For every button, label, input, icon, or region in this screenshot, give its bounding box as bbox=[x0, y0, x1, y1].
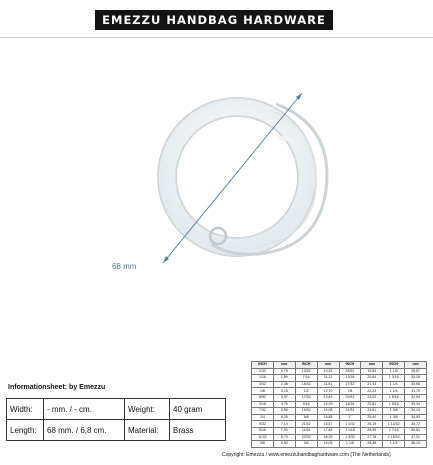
conversion-header-cell: INCH bbox=[252, 362, 274, 369]
conversion-cell: 27,78 bbox=[361, 434, 383, 441]
conversion-cell: 28,58 bbox=[361, 441, 383, 448]
conversion-header-cell: INCH bbox=[383, 362, 405, 369]
conversion-cell: 7/16 bbox=[295, 375, 317, 382]
copyright-notice: Copyright: Emezzu / www.emezzuhandbaghardware.com (The Netherlands) bbox=[222, 452, 391, 458]
conversion-cell: 21/32 bbox=[295, 421, 317, 428]
conversion-cell: 1 1/8 bbox=[339, 441, 361, 448]
conversion-cell: 23/32 bbox=[295, 434, 317, 441]
conversion-cell: 3,97 bbox=[273, 394, 295, 401]
conversion-cell: 1 1/16 bbox=[339, 427, 361, 434]
width-label: Width: bbox=[7, 399, 44, 420]
conversion-cell: 1 3/8 bbox=[383, 408, 405, 415]
conversion-row bbox=[252, 381, 427, 388]
conversion-cell: 36,51 bbox=[405, 427, 427, 434]
conversion-cell: 35,72 bbox=[405, 421, 427, 428]
conversion-cell: 11/16 bbox=[295, 427, 317, 434]
weight-value: 40 gram bbox=[170, 399, 226, 420]
dimension-label: 68 mm bbox=[112, 262, 137, 271]
conversion-cell: 12,70 bbox=[317, 388, 339, 395]
conversion-cell: 11/32 bbox=[252, 434, 274, 441]
conversion-cell: 28,57 bbox=[405, 368, 427, 375]
conversion-cell: 3/32 bbox=[252, 381, 274, 388]
material-value: Brass bbox=[170, 420, 226, 441]
conversion-cell: 1 3/8 bbox=[383, 414, 405, 421]
conversion-cell: 33,34 bbox=[405, 401, 427, 408]
conversion-row bbox=[252, 414, 427, 421]
conversion-cell: 18,26 bbox=[317, 434, 339, 441]
conversion-cell: 34,93 bbox=[405, 414, 427, 421]
conversion-cell: 1 1/4 bbox=[383, 381, 405, 388]
conversion-row bbox=[252, 434, 427, 441]
conversion-cell: 7/8 bbox=[339, 388, 361, 395]
conversion-cell: 3,18 bbox=[273, 388, 295, 395]
conversion-row bbox=[252, 368, 427, 375]
conversion-cell: 1 3/32 bbox=[339, 434, 361, 441]
conversion-cell: 38,10 bbox=[405, 441, 427, 448]
conversion-row bbox=[252, 421, 427, 428]
conversion-cell: 5/16 bbox=[252, 427, 274, 434]
header-divider bbox=[0, 37, 433, 38]
conversion-cell: 14,29 bbox=[317, 401, 339, 408]
conversion-cell: 15/32 bbox=[295, 381, 317, 388]
conversion-cell: 19,05 bbox=[317, 441, 339, 448]
conversion-cell: 0,79 bbox=[273, 368, 295, 375]
conversion-cell: 19/32 bbox=[295, 408, 317, 415]
product-image bbox=[0, 40, 433, 340]
conversion-cell: 3/4 bbox=[295, 441, 317, 448]
conversion-cell: 17,46 bbox=[317, 427, 339, 434]
conversion-cell: 15,08 bbox=[317, 408, 339, 415]
conversion-cell: 30,96 bbox=[405, 381, 427, 388]
conversion-header-cell: mm bbox=[273, 362, 295, 369]
conversion-cell: 24,61 bbox=[361, 408, 383, 415]
infosheet-title: Informationsheet: by Emezzu bbox=[8, 384, 106, 391]
conversion-cell: 11,11 bbox=[317, 375, 339, 382]
specs-row bbox=[7, 420, 226, 441]
conversion-cell: 15/16 bbox=[339, 401, 361, 408]
length-label: Length: bbox=[7, 420, 44, 441]
conversion-cell: 31/32 bbox=[339, 408, 361, 415]
material-label: Material: bbox=[125, 420, 170, 441]
conversion-cell: 5/32 bbox=[252, 394, 274, 401]
conversion-cell: 5/8 bbox=[295, 414, 317, 421]
conversion-cell: 9,53 bbox=[273, 441, 295, 448]
conversion-cell: 22,23 bbox=[361, 388, 383, 395]
conversion-header-cell: INCH bbox=[339, 362, 361, 369]
conversion-cell: 9/32 bbox=[252, 421, 274, 428]
conversion-cell: 13/16 bbox=[339, 375, 361, 382]
conversion-cell: 3/16 bbox=[252, 401, 274, 408]
conversion-row bbox=[252, 388, 427, 395]
conversion-cell: 1,59 bbox=[273, 375, 295, 382]
conversion-cell: 29/32 bbox=[339, 394, 361, 401]
conversion-cell: 13,49 bbox=[317, 394, 339, 401]
conversion-cell: 8,73 bbox=[273, 434, 295, 441]
conversion-cell: 15,88 bbox=[317, 414, 339, 421]
conversion-cell: 3/8 bbox=[252, 441, 274, 448]
conversion-cell: 1/16 bbox=[252, 375, 274, 382]
conversion-row bbox=[252, 401, 427, 408]
clear-o-ring bbox=[158, 98, 327, 257]
conversion-cell: 1/8 bbox=[252, 388, 274, 395]
conversion-row bbox=[252, 441, 427, 448]
conversion-cell: 1" bbox=[339, 414, 361, 421]
conversion-header-cell: INCH bbox=[295, 362, 317, 369]
length-value: 68 mm. / 6,8 cm. bbox=[44, 420, 125, 441]
conversion-cell: 25,40 bbox=[361, 414, 383, 421]
conversion-header-row bbox=[252, 362, 427, 369]
conversion-cell: 5,56 bbox=[273, 408, 295, 415]
specs-row bbox=[7, 399, 226, 420]
conversion-cell: 30,16 bbox=[405, 375, 427, 382]
conversion-cell: 1 1/2 bbox=[383, 441, 405, 448]
specs-table bbox=[6, 398, 226, 441]
conversion-cell: 1 1/8 bbox=[383, 368, 405, 375]
conversion-cell: 1 13/32 bbox=[383, 421, 405, 428]
conversion-cell: 7,94 bbox=[273, 427, 295, 434]
conversion-cell: 1 3/16 bbox=[383, 375, 405, 382]
conversion-cell: 23,02 bbox=[361, 394, 383, 401]
conversion-cell: 10,32 bbox=[317, 368, 339, 375]
inch-mm-conversion-table bbox=[251, 361, 427, 448]
conversion-cell: 1/2 bbox=[295, 388, 317, 395]
conversion-cell: 6,35 bbox=[273, 414, 295, 421]
conversion-cell: 16,67 bbox=[317, 421, 339, 428]
conversion-cell: 1 15/32 bbox=[383, 434, 405, 441]
conversion-cell: 32,54 bbox=[405, 394, 427, 401]
weight-label: Weight: bbox=[125, 399, 170, 420]
conversion-cell: 25/32 bbox=[339, 368, 361, 375]
conversion-cell: 1 1/32 bbox=[339, 421, 361, 428]
conversion-cell: 20,64 bbox=[361, 375, 383, 382]
conversion-cell: 7,14 bbox=[273, 421, 295, 428]
conversion-cell: 11,91 bbox=[317, 381, 339, 388]
conversion-cell: 1 7/16 bbox=[383, 427, 405, 434]
conversion-cell: 7/32 bbox=[252, 408, 274, 415]
conversion-cell: 1 5/16 bbox=[383, 394, 405, 401]
conversion-cell: 2,38 bbox=[273, 381, 295, 388]
conversion-cell: 1/32 bbox=[252, 368, 274, 375]
conversion-header-cell: mm bbox=[361, 362, 383, 369]
conversion-header-cell: mm bbox=[405, 362, 427, 369]
conversion-cell: 1 1/4 bbox=[383, 388, 405, 395]
conversion-header-cell: mm bbox=[317, 362, 339, 369]
conversion-cell: 26,19 bbox=[361, 421, 383, 428]
brand-banner bbox=[95, 10, 333, 30]
conversion-cell: 9/16 bbox=[295, 401, 317, 408]
conversion-cell: 19,84 bbox=[361, 368, 383, 375]
banner-title: EMEZZU HANDBAG HARDWARE bbox=[102, 13, 326, 27]
width-value: - mm. / - cm. bbox=[44, 399, 125, 420]
conversion-cell: 1 5/16 bbox=[383, 401, 405, 408]
conversion-cell: 17/32 bbox=[295, 394, 317, 401]
conversion-cell: 23,81 bbox=[361, 401, 383, 408]
conversion-row bbox=[252, 408, 427, 415]
conversion-cell: 26,99 bbox=[361, 427, 383, 434]
conversion-cell: 37,31 bbox=[405, 434, 427, 441]
conversion-row bbox=[252, 427, 427, 434]
conversion-cell: 27/32 bbox=[339, 381, 361, 388]
conversion-row bbox=[252, 394, 427, 401]
conversion-cell: 31,75 bbox=[405, 388, 427, 395]
conversion-cell: 34,13 bbox=[405, 408, 427, 415]
conversion-cell: 4,76 bbox=[273, 401, 295, 408]
conversion-row bbox=[252, 375, 427, 382]
conversion-cell: 13/32 bbox=[295, 368, 317, 375]
conversion-cell: 1/4 bbox=[252, 414, 274, 421]
conversion-cell: 21,43 bbox=[361, 381, 383, 388]
